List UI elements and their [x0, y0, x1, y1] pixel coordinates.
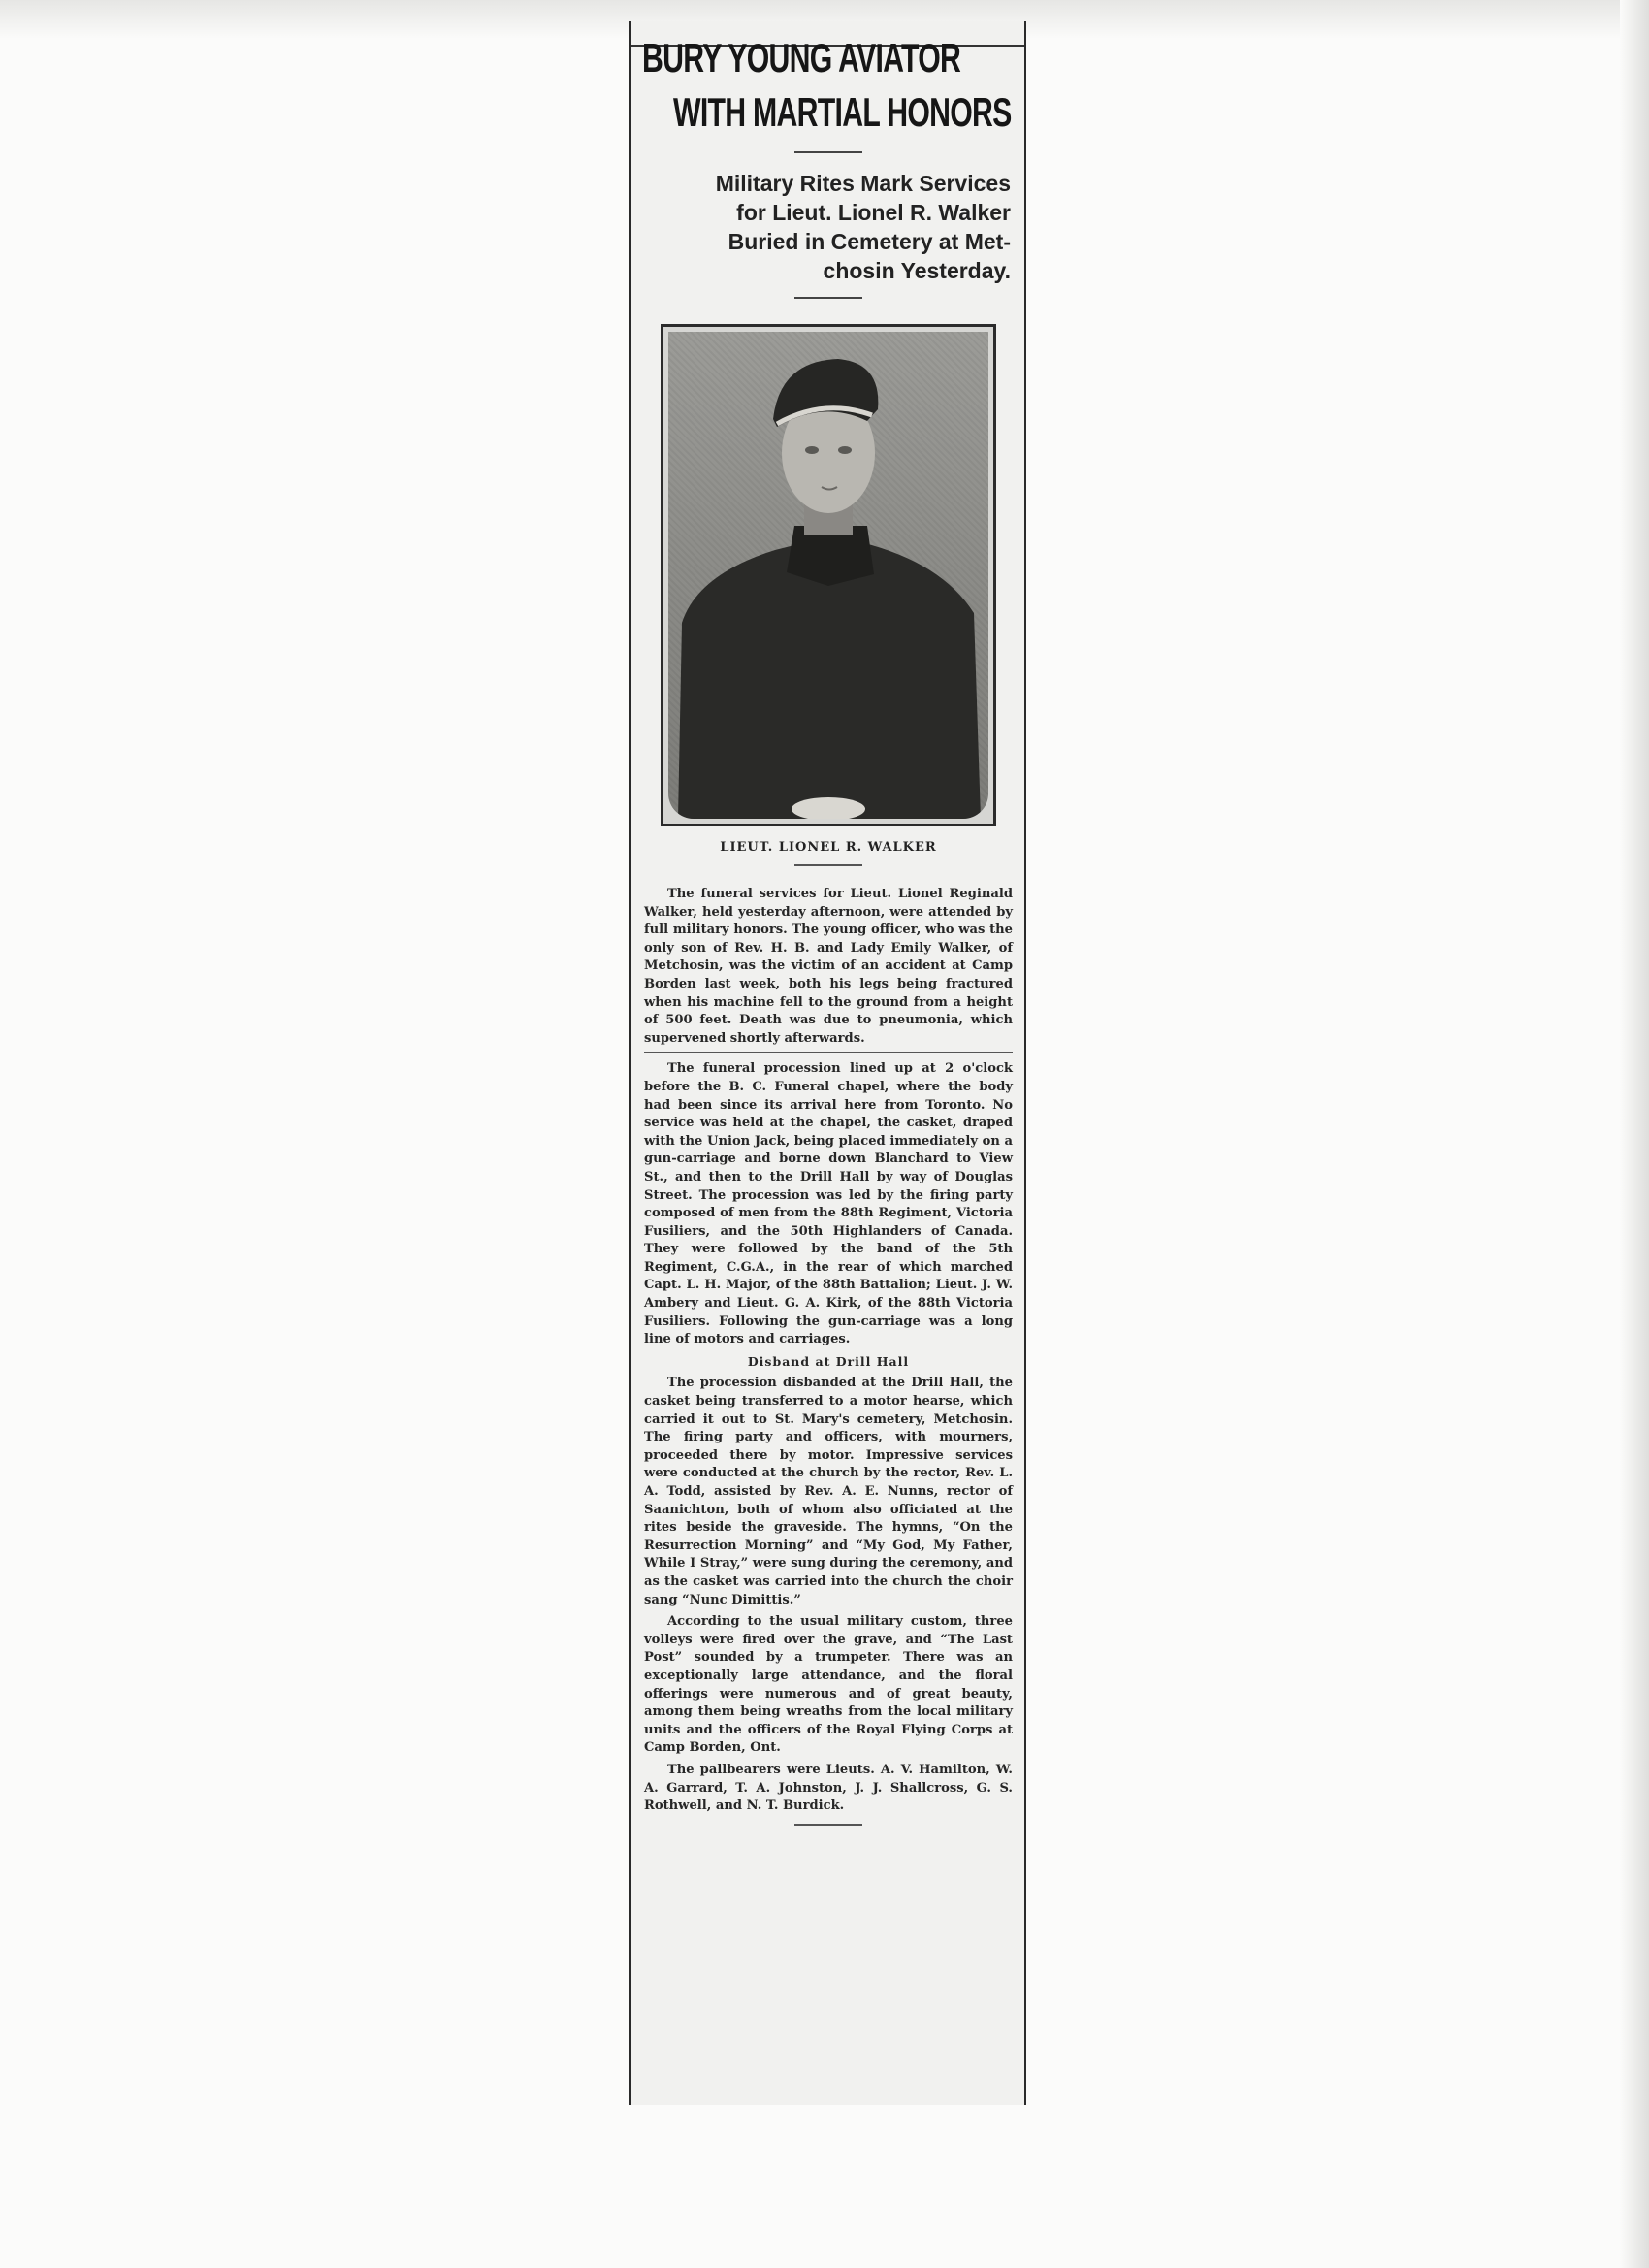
paragraph: The pallbearers were Lieuts. A. V. Hamilton, W. A. Garrard, T. A. Johnston, J. J. Shallcross, G. S. Rothwell, and N. T. Burdick.: [644, 1762, 1013, 1814]
headline-divider: [794, 151, 862, 153]
portrait-figure: [668, 332, 988, 819]
subhead-divider: [794, 297, 862, 299]
paragraph: The funeral procession lined up at 2 o'clock before the B. C. Funeral chapel, where the body had been since its arrival here from Toronto. No service was held at the chapel, the casket, draped with the Union Jack, being placed immediately on a gun-carriage and borne down Blanchard to View St., and then to the Drill Hall by way of Douglas Street. The procession was led by the firing party composed of men from the 88th Regiment, Victoria Fusiliers, and the 50th Highlanders of Canada. They were followed by the band of the 5th Regiment, C.G.A., in the rear of which marched Capt. L. H. Major, of the 88th Battalion; Lieut. J. W. Ambery and Lieut. G. A. Kirk, of the 88th Victoria Fusiliers. Following the gun-carriage was a long line of motors and carriages.: [644, 1061, 1013, 1347]
article-body: [644, 886, 1013, 1816]
scan-shadow-right: [1620, 0, 1649, 2268]
headline-line-2: WITH MARTIAL HONORS: [673, 89, 1012, 135]
section-subheading: Disband at Drill Hall: [747, 1353, 910, 1369]
caption-divider: [794, 864, 862, 866]
portrait-image: [668, 332, 988, 819]
paragraph: The procession disbanded at the Drill Hall, the casket being transferred to a motor hearse, which carried it out to St. Mary's cemetery, Metchosin. The firing party and officers, with mourners, proceeded there by motor. Impressive services were conducted at the church by the rector, Rev. L. A. Todd, assisted by Rev. A. E. Nunns, rector of Saanichton, both of whom also officiated at the rites beside the graveside. The hymns, “On the Resurrection Morning” and “My God, My Father, While I Stray,” were sung during the ceremony, and as the casket was carried into the church the choir sang “Nunc Dimittis.”: [644, 1376, 1013, 1607]
headline-line-1: BURY YOUNG AVIATOR: [642, 35, 961, 81]
paragraph: According to the usual military custom, three volleys were fired over the grave, and “The Last Post” sounded by a trumpeter. There was an exceptionally large attendance, and the floral offerings were numerous and of great beauty, among them being wreaths from the local military units and the officers of the Royal Flying Corps at Camp Borden, Ont.: [644, 1614, 1013, 1756]
end-rule: [794, 1824, 862, 1826]
photo-caption: LIEUT. LIONEL R. WALKER: [720, 840, 937, 855]
newspaper-clipping: [629, 21, 1026, 2105]
subheadline: Military Rites Mark Services for Lieut. Lionel R. Walker Buried in Cemetery at Met- chosin Yesterday.: [715, 171, 1011, 283]
paragraph: The funeral services for Lieut. Lionel Reginald Walker, held yesterday afternoon, were attended by full military honors. The young officer, who was the only son of Rev. H. B. and Lady Emily Walker, of Metchosin, was the victim of an accident at Camp Borden last week, both his legs being fractured when his machine fell to the ground from a height of 500 feet. Death was due to pneumonia, which supervened shortly afterwards.: [644, 886, 1013, 1053]
portrait-photo: [661, 324, 996, 826]
